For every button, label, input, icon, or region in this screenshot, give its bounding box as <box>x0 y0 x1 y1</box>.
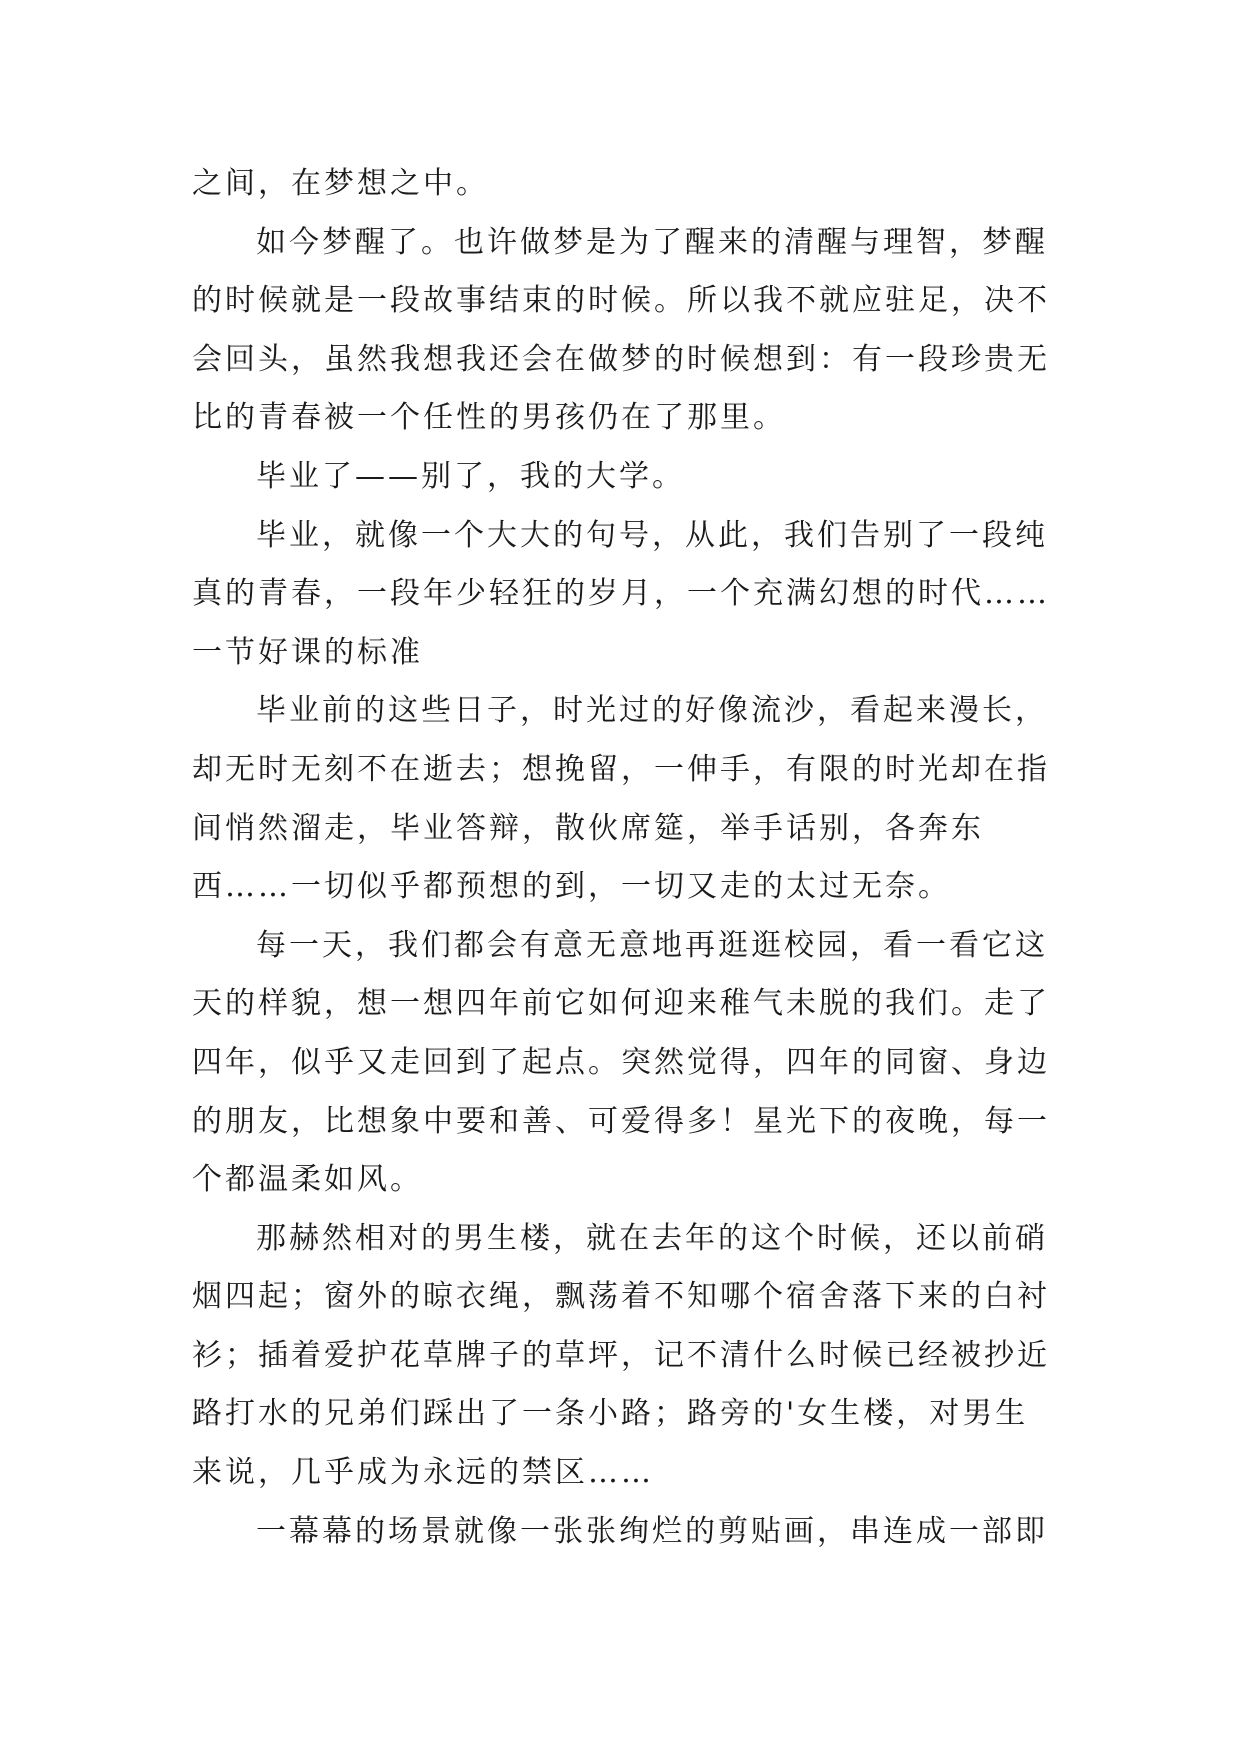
text-line: 每一天，我们都会有意无意地再逛逛校园，看一看它这 <box>256 927 1048 963</box>
text-line: 却无时无刻不在逝去；想挽留，一伸手，有限的时光却在指 <box>192 751 1050 787</box>
text-line: 会回头，虽然我想我还会在做梦的时候想到：有一段珍贵无 <box>192 341 1050 377</box>
text-line: 毕业前的这些日子，时光过的好像流沙，看起来漫长， <box>256 693 1048 729</box>
text-line: 如今梦醒了。也许做梦是为了醒来的清醒与理智，梦醒 <box>256 224 1048 260</box>
text-line: 毕业了——别了，我的大学。 <box>256 458 685 494</box>
text-line: 路打水的兄弟们踩出了一条小路；路旁的'女生楼，对男生 <box>192 1396 1029 1432</box>
text-line: 西……一切似乎都预想的到，一切又走的太过无奈。 <box>192 869 951 905</box>
text-line: 那赫然相对的男生楼，就在去年的这个时候，还以前硝 <box>256 1220 1048 1256</box>
text-line: 间悄然溜走，毕业答辩，散伙席筵，举手话别，各奔东 <box>192 810 984 846</box>
text-line: 的朋友，比想象中要和善、可爱得多！星光下的夜晚，每一 <box>192 1103 1050 1139</box>
text-line: 一节好课的标准 <box>192 634 423 670</box>
body-text <box>192 155 1072 1561</box>
text-line: 毕业，就像一个大大的句号，从此，我们告别了一段纯 <box>256 517 1048 553</box>
text-line: 的时候就是一段故事结束的时候。所以我不就应驻足，决不 <box>192 283 1050 319</box>
text-line: 之间，在梦想之中。 <box>192 166 489 201</box>
text-line: 烟四起；窗外的晾衣绳，飘荡着不知哪个宿舍落下来的白衬 <box>192 1279 1050 1315</box>
text-line: 衫；插着爱护花草牌子的草坪，记不清什么时候已经被抄近 <box>192 1337 1050 1373</box>
text-line: 天的样貌，想一想四年前它如何迎来稚气未脱的我们。走了 <box>192 986 1050 1022</box>
text-line: 四年，似乎又走回到了起点。突然觉得，四年的同窗、身边 <box>192 1044 1050 1080</box>
text-line: 个都温柔如风。 <box>192 1162 423 1198</box>
text-line: 真的青春，一段年少轻狂的岁月，一个充满幻想的时代…… <box>192 576 1050 612</box>
text-line: 比的青春被一个任性的男孩仍在了那里。 <box>192 400 786 436</box>
text-line: 一幕幕的场景就像一张张绚烂的剪贴画，串连成一部即 <box>256 1513 1048 1549</box>
text-line: 来说，几乎成为永远的禁区…… <box>192 1455 654 1491</box>
